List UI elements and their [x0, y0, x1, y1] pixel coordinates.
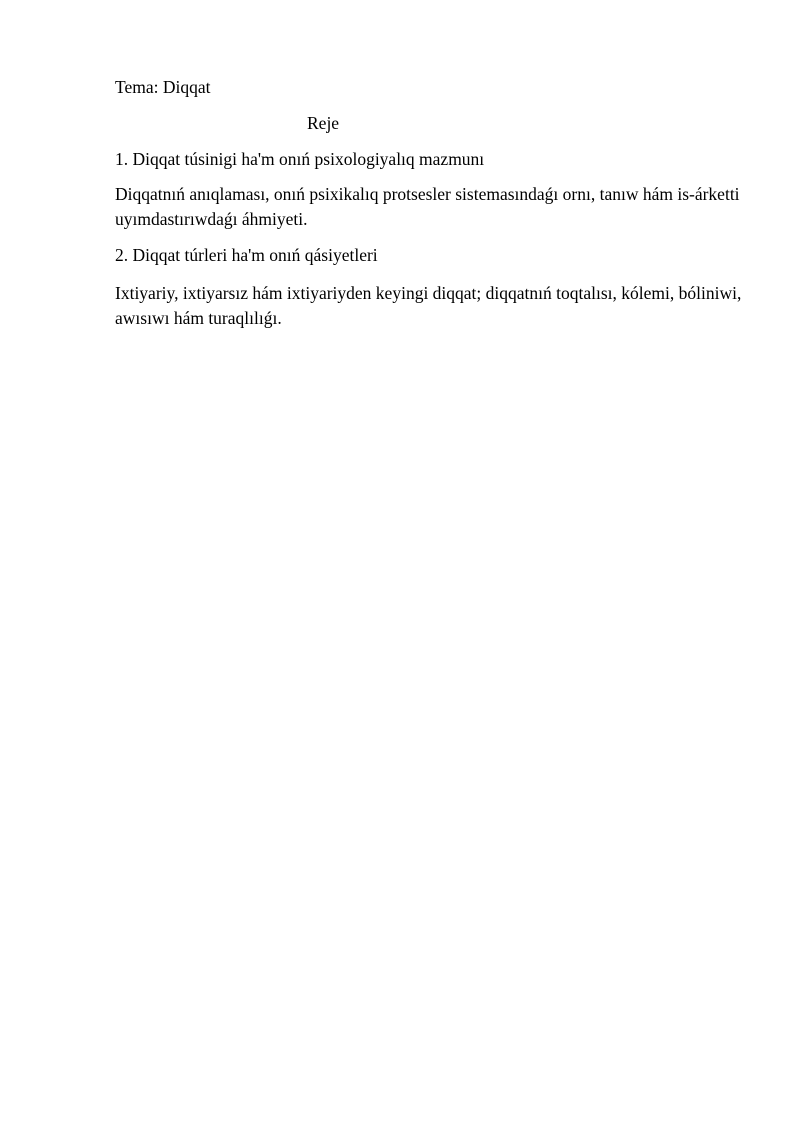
section-description-2: Ixtiyariy, ixtiyarsız hám ixtiyariyden keyingi diqqat; diqqatnıń toqtalısı, kólemi, bóliniwi, awısıwı hám turaqlılıǵı.: [115, 283, 742, 328]
section-heading-2: 2. Diqqat túrleri ha'm onıń qásiyetleri: [115, 245, 378, 265]
plan-heading: Reje: [307, 113, 340, 133]
section-heading-1: 1. Diqqat túsinigi ha'm onıń psixologiyalıq mazmunı: [115, 149, 485, 169]
section-description-1: Diqqatnıń anıqlaması, onıń psixikalıq protsesler sistemasındaǵı ornı, tanıw hám is-árketti uyımdastırıwdaǵı áhmiyeti.: [115, 184, 740, 229]
document-title: Tema: Diqqat: [115, 77, 211, 97]
